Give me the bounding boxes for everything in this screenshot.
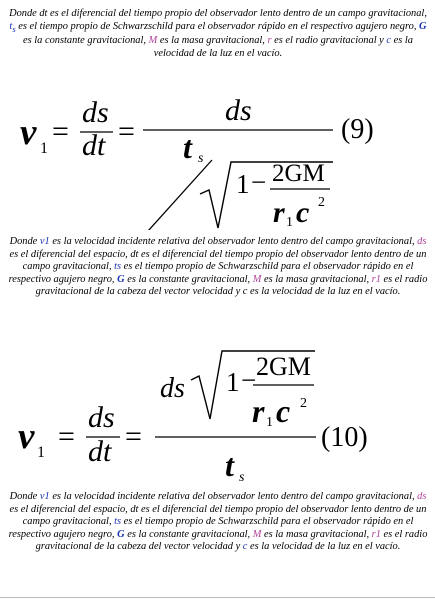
eq9-ts: t (183, 129, 192, 165)
p2-v1-symbol: v1 (39, 236, 50, 247)
eq9-2gm: 2GM (272, 160, 325, 187)
p2-text-4: es el tiempo propio de Schwarzschild para el observador rápido en el respectivo agujero negro, (8, 261, 414, 285)
p2-text-6: es la masa gravitacional, (261, 273, 372, 285)
paragraph-dt-definition (8, 8, 428, 60)
p3-text-1: Donde (9, 491, 40, 502)
eq9-v: v (20, 112, 37, 153)
eq9-slash (148, 160, 212, 230)
p2-text-3: es el diferencial del espacio, dt es el diferencial del tiempo propio del observador lento dentro de un campo gravitacional, (9, 248, 427, 273)
p3-text-6: es la masa gravitacional, (261, 528, 372, 540)
eq10-minus: − (241, 365, 257, 395)
p1-text-1: Donde dt es el diferencial del tiempo propio del observador lento dentro de un campo gravitacional, (9, 8, 427, 19)
eq10-v: v (18, 416, 35, 457)
eq9-equals-1: = (52, 115, 69, 148)
bottom-divider (0, 597, 435, 598)
p1-c-symbol: c (386, 35, 392, 47)
eq10-r-subscript: 1 (266, 415, 273, 430)
eq10-2gm: 2GM (256, 352, 311, 381)
eq10-ds-2: ds (160, 373, 185, 404)
p3-v1-symbol: v1 (39, 491, 50, 502)
p1-text-4: es la masa gravitacional, (157, 35, 268, 47)
equation-9 (0, 98, 435, 230)
eq10-c: c (276, 393, 291, 429)
p1-text-6: es la velocidad de la luz en el vacío. (153, 35, 413, 59)
eq9-dt: dt (82, 129, 106, 162)
p3-c-symbol: c (242, 541, 248, 553)
p3-text-3: es el diferencial del espacio, dt es el diferencial del tiempo propio del observador lento dentro de un campo gravitacional, (9, 503, 427, 528)
eq9-exponent: 2 (318, 195, 325, 210)
eq9-one: 1 (236, 169, 250, 199)
p1-g-symbol: G (419, 20, 427, 32)
eq10-v-subscript: 1 (37, 444, 45, 461)
eq10-number: (10) (321, 422, 368, 453)
p1-text-5: es el radio gravitacional y (271, 35, 387, 47)
eq9-r-subscript: 1 (286, 215, 293, 230)
p3-r1-symbol: r1 (371, 528, 381, 540)
eq10-exponent: 2 (300, 396, 307, 411)
eq10-equals-2: = (125, 420, 142, 453)
eq9-ts-subscript: s (198, 151, 204, 166)
p3-g-symbol: G (117, 528, 125, 540)
eq9-equals-2: = (118, 115, 135, 148)
eq9-minus: − (251, 167, 267, 197)
p2-text-2: es la velocidad incidente relativa del observador lento dentro del campo gravitacional, (49, 236, 418, 247)
p2-g-symbol: G (117, 273, 125, 285)
p1-ts-t: t (9, 20, 13, 32)
equation-10 (0, 345, 435, 490)
p3-ts-symbol: ts (114, 516, 122, 528)
equation-9-svg (0, 98, 435, 230)
equation-10-svg (0, 345, 435, 490)
p3-text-8: es la velocidad de la luz en el vacío. (247, 541, 401, 553)
p2-m-symbol: M (252, 273, 262, 285)
p3-text-5: es la constante gravitacional, (124, 528, 253, 540)
p3-ds-symbol: ds (417, 491, 427, 502)
eq9-ds-2: ds (225, 98, 252, 127)
eq9-c: c (296, 196, 310, 229)
eq9-number: (9) (341, 114, 374, 145)
p3-text-7: es el radio gravitacional de la cabeza del vector velocidad y (35, 528, 428, 553)
p2-text-1: Donde (9, 236, 40, 247)
eq10-ts-subscript: s (239, 470, 245, 485)
p2-ts-symbol: ts (114, 261, 122, 273)
p2-ds-symbol: ds (417, 236, 427, 247)
eq10-ds: ds (88, 401, 115, 434)
p1-ts-subscript: s (12, 23, 16, 34)
eq10-dt: dt (88, 435, 112, 468)
p3-text-2: es la velocidad incidente relativa del observador lento dentro del campo gravitacional, (49, 491, 418, 502)
p2-text-7: es el radio gravitacional de la cabeza del vector velocidad y c es la velocidad de la luz en el vacío. (35, 273, 428, 298)
p1-text-3: es la constante gravitacional, (23, 35, 149, 47)
paragraph-v1-definition-b (8, 491, 428, 554)
eq10-one: 1 (226, 367, 240, 397)
p3-m-symbol: M (252, 528, 262, 540)
p1-m-symbol: M (148, 35, 158, 47)
eq10-r: r (252, 393, 265, 429)
p3-text-4: es el tiempo propio de Schwarzschild para el observador rápido en el respectivo agujero negro, (8, 516, 414, 540)
paragraph-v1-definition-a (8, 236, 428, 299)
eq9-v-subscript: 1 (40, 140, 48, 157)
p2-r1-symbol: r1 (371, 273, 381, 285)
eq10-ts: t (225, 447, 234, 483)
p1-r-symbol: r (267, 35, 272, 47)
p1-text-2: es el tiempo propio de Schwarzschild para el observador rápido en el respectivo agujero negro, (15, 20, 420, 32)
eq10-equals-1: = (58, 420, 75, 453)
p2-text-5: es la constante gravitacional, (124, 273, 253, 285)
eq9-ds: ds (82, 98, 109, 129)
eq9-r: r (273, 196, 285, 229)
